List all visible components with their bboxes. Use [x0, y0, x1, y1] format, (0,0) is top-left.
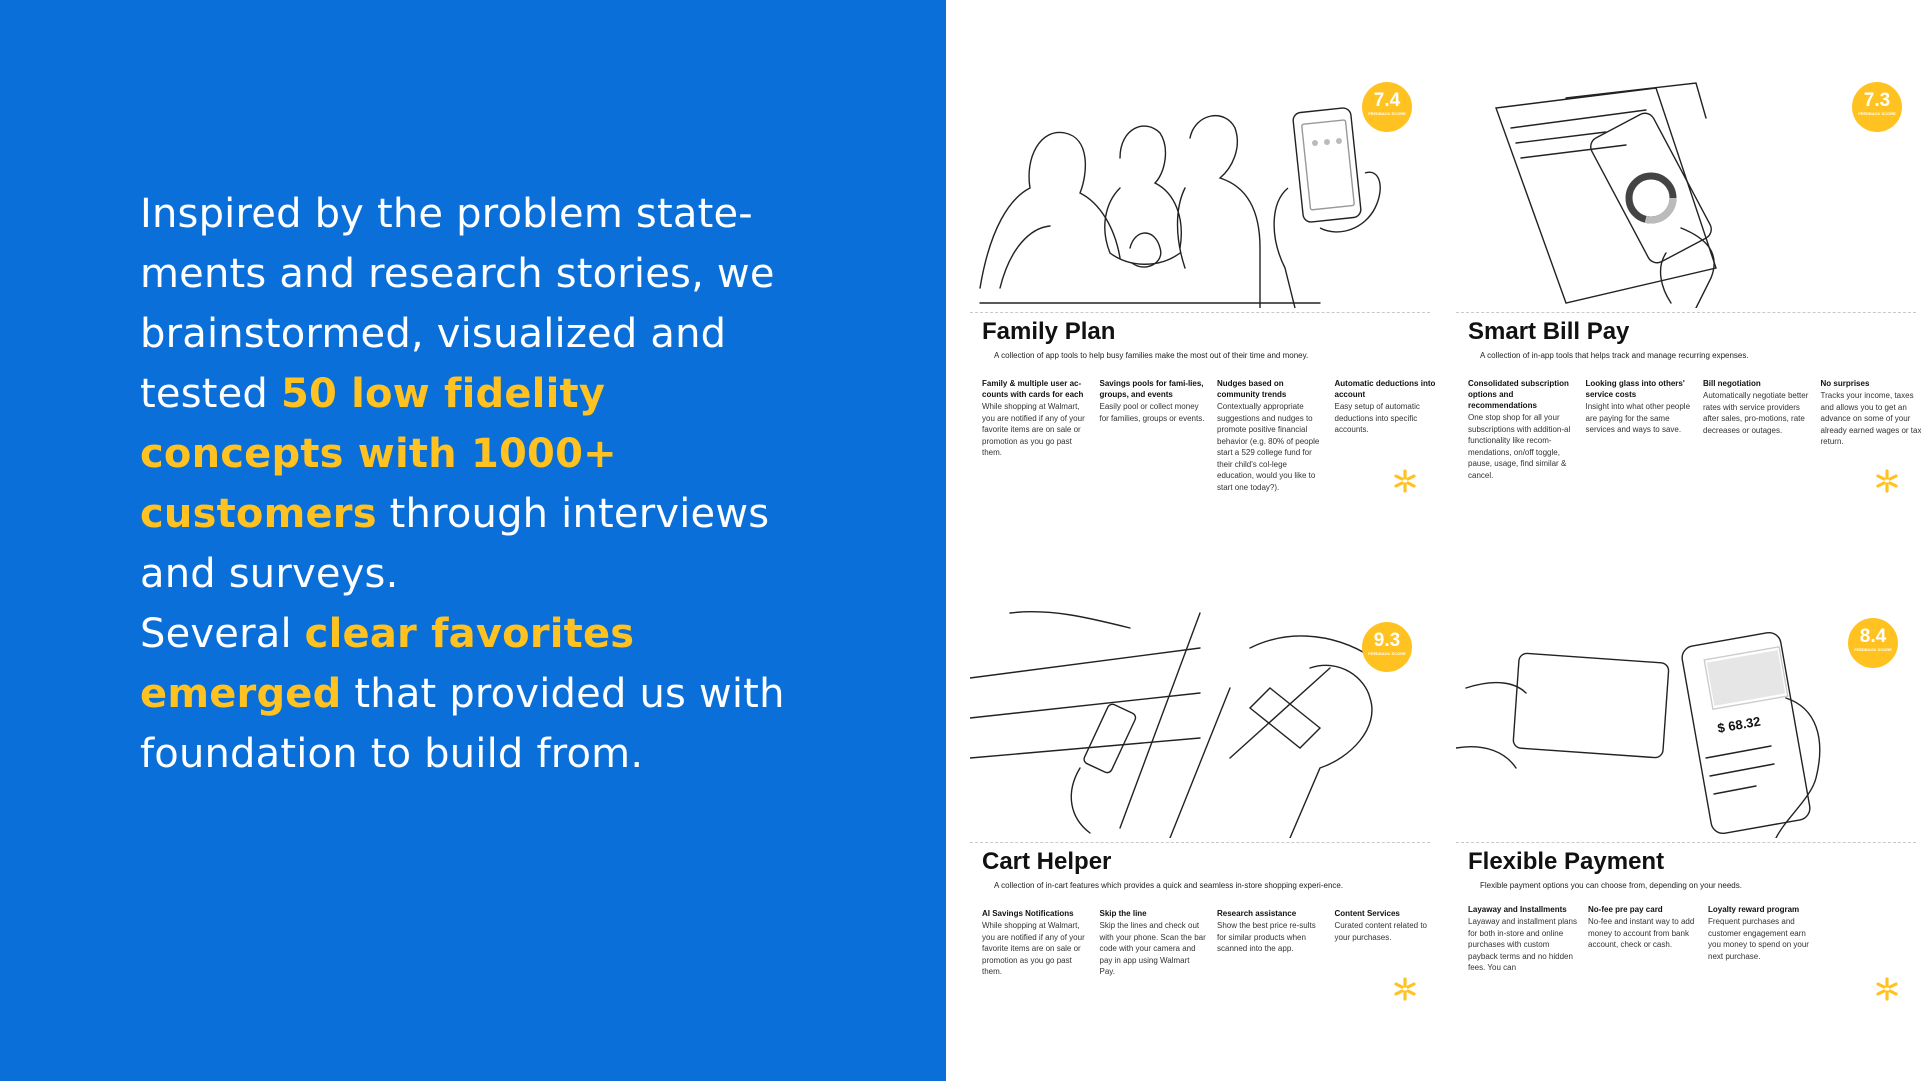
feature-desc: One stop shop for all your subscriptions with addition-al functionality like recom-mendations, on/off toggle, pause, usage, find similar & cancel.: [1468, 413, 1571, 480]
feature-title: Consolidated subscription options and recommendations: [1468, 379, 1569, 410]
concept-card-family-plan: [970, 78, 1440, 508]
intro-highlight: clear favorites emerged: [140, 611, 635, 717]
feature-title: Bill negotiation: [1703, 379, 1761, 388]
feature-item: [1335, 908, 1443, 978]
intro-text: Several: [140, 611, 305, 657]
feature-desc: Insight into what other people are paying for the same services and ways to save.: [1585, 402, 1691, 434]
concept-title: Cart Helper: [982, 848, 1112, 875]
feature-item: [1708, 904, 1818, 974]
concept-subtitle: A collection of app tools to help busy families make the most out of their time and money.: [994, 351, 1309, 360]
feature-list: [1468, 378, 1921, 481]
feature-item: [1100, 908, 1208, 978]
concept-subtitle: A collection of in-app tools that helps track and manage recurring expenses.: [1480, 351, 1749, 360]
phone-amount: $ 68.32: [1716, 713, 1762, 736]
feedback-score-label: FEEDBACK SCORE: [1854, 647, 1892, 652]
feedback-score-badge: [1848, 618, 1898, 668]
feedback-score: 7.4: [1373, 90, 1401, 111]
feature-desc: No-fee and instant way to add money to account from bank account, check or cash.: [1588, 917, 1695, 949]
feature-desc: Easily pool or collect money for families, groups or events.: [1099, 402, 1205, 423]
feature-desc: Easy setup of automatic deductions into specific accounts.: [1334, 402, 1420, 434]
concept-title: Family Plan: [982, 318, 1116, 345]
feature-title: Automatic deductions into account: [1334, 379, 1436, 399]
feature-desc: While shopping at Walmart, you are notified if any of your favorite items are on sale or promotion as you go past them.: [982, 402, 1085, 457]
feature-desc: While shopping at Walmart, you are notified if any of your favorite items are on sale or promotion as you go past them.: [982, 921, 1085, 976]
feature-item: [1588, 904, 1698, 974]
feature-title: Family & multiple user ac-counts with cards for each: [982, 379, 1084, 399]
walmart-spark-icon: [1392, 976, 1418, 1002]
concept-card-flexible-payment: [1456, 608, 1921, 1038]
feedback-score-badge: [1852, 82, 1902, 132]
intro-text: Inspired by the problem state-ments and research stories, we brainstormed, visualized and tested: [140, 191, 775, 417]
concept-subtitle: Flexible payment options you can choose from, depending on your needs.: [1480, 881, 1742, 890]
feature-title: Savings pools for fami-lies, groups, and events: [1099, 379, 1204, 399]
feature-item: [1217, 908, 1325, 978]
feature-desc: Curated content related to your purchases.: [1334, 921, 1428, 942]
intro-text: through interviews and surveys.: [140, 491, 770, 597]
divider: [1456, 842, 1916, 843]
concept-card-smart-bill-pay: [1456, 78, 1921, 508]
feature-list: [1468, 904, 1921, 974]
feature-title: Layaway and Installments: [1468, 905, 1567, 914]
feature-item: [1335, 378, 1443, 493]
feature-desc: Skip the lines and check out with your phone. Scan the bar code with your camera and pay in app using Walmart Pay.: [1099, 921, 1206, 976]
feature-title: Nudges based on community trends: [1217, 379, 1287, 399]
divider: [970, 312, 1430, 313]
feature-item: [982, 908, 1090, 978]
feature-item: [1586, 378, 1694, 481]
feedback-score-label: FEEDBACK SCORE: [1368, 111, 1406, 116]
feature-desc: Show the best price re-sults for similar products when scanned into the app.: [1217, 921, 1316, 953]
feature-desc: Automatically negotiate better rates with service providers after sales, pro-motions, rate decreases or outages.: [1703, 391, 1809, 435]
feature-desc: Layaway and installment plans for both in-store and online purchases with custom payback terms and no hidden fees. You can: [1468, 917, 1577, 972]
feature-title: No surprises: [1820, 379, 1870, 388]
intro-highlight: 50 low fidelity concepts with 1000+ customers: [140, 371, 617, 537]
feature-title: No-fee pre pay card: [1588, 905, 1663, 914]
feature-desc: Frequent purchases and customer engagement earn you money to spend on your next purchase.: [1708, 917, 1809, 961]
feedback-score: 9.3: [1373, 630, 1401, 651]
concept-subtitle: A collection of in-cart features which provides a quick and seamless in-store shopping experi-ence.: [994, 881, 1344, 890]
intro-text: that provided us with foundation to build from.: [140, 671, 785, 777]
intro-paragraph-1: [140, 184, 820, 604]
feature-title: Loyalty reward program: [1708, 905, 1800, 914]
walmart-spark-icon: [1392, 468, 1418, 494]
feature-title: Content Services: [1334, 909, 1400, 918]
feedback-score-badge: [1362, 82, 1412, 132]
feature-item: [1703, 378, 1811, 481]
feature-title: Research assistance: [1217, 909, 1297, 918]
concept-title: Flexible Payment: [1468, 848, 1665, 875]
feature-list: [982, 378, 1442, 493]
feature-item: [1468, 378, 1576, 481]
intro-panel: [0, 0, 946, 1081]
feature-item: [1100, 378, 1208, 493]
feature-item: [1468, 904, 1578, 974]
feature-item: [982, 378, 1090, 493]
divider: [1456, 312, 1916, 313]
feature-desc: Contextually appropriate suggestions and nudges to promote positive financial behavior (e.g. 80% of people start a 529 college fund for their child's col-lege education, would you like to start one today?).: [1217, 402, 1320, 492]
feature-list: [982, 908, 1442, 978]
walmart-spark-icon: [1874, 468, 1900, 494]
feedback-score-label: FEEDBACK SCORE: [1858, 111, 1896, 116]
divider: [970, 842, 1430, 843]
concepts-panel: [946, 0, 1921, 1081]
feature-title: AI Savings Notifications: [982, 909, 1074, 918]
intro-paragraph-2: [140, 604, 820, 784]
feedback-score-label: FEEDBACK SCORE: [1368, 651, 1406, 656]
feature-title: Skip the line: [1099, 909, 1147, 918]
concept-card-cart-helper: [970, 608, 1440, 1038]
feature-title: Looking glass into others' service costs: [1585, 379, 1685, 399]
concept-title: Smart Bill Pay: [1468, 318, 1630, 345]
walmart-spark-icon: [1874, 976, 1900, 1002]
feature-item: [1821, 378, 1921, 481]
feedback-score: 8.4: [1859, 626, 1887, 647]
feedback-score-badge: [1362, 622, 1412, 672]
feedback-score: 7.3: [1863, 90, 1891, 111]
feature-item: [1217, 378, 1325, 493]
feature-desc: Tracks your income, taxes and allows you to get an advance on some of your already earned wages or tax return.: [1820, 391, 1921, 446]
